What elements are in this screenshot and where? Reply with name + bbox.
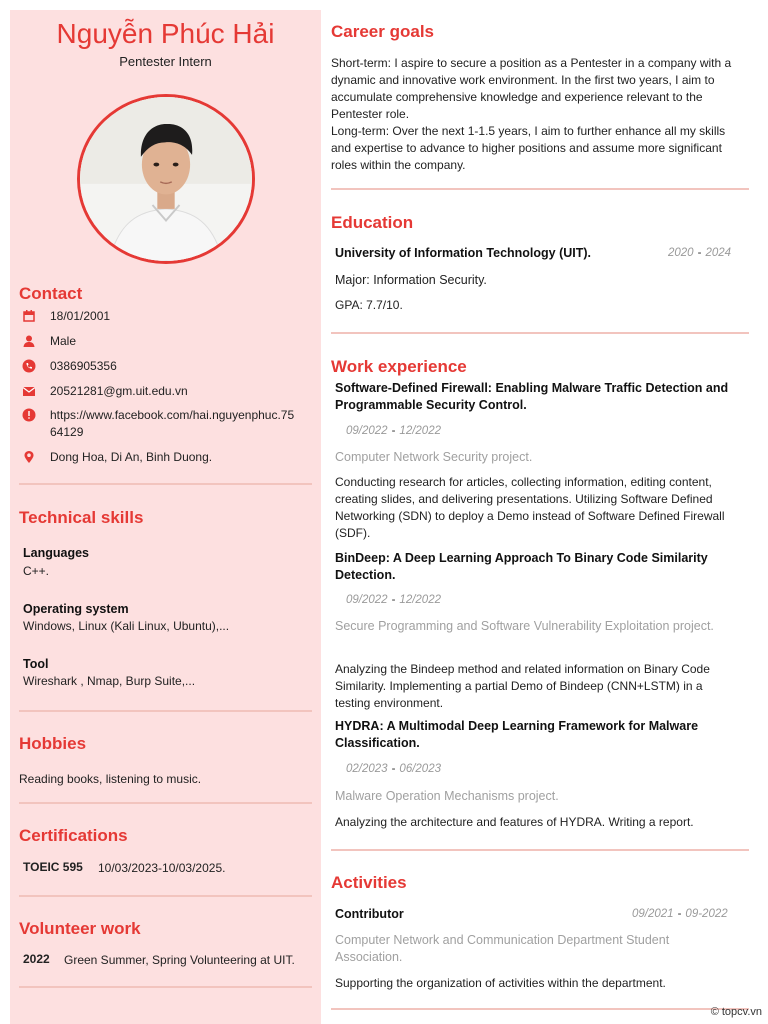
activity-dates: 09/2021 - 09-2022 — [632, 908, 728, 920]
sidebar — [10, 10, 321, 1024]
skill-group-name: Tool — [23, 657, 49, 671]
email-icon — [22, 384, 36, 398]
work-entry-project: Computer Network Security project. — [335, 450, 533, 464]
work-entry-title: BinDeep: A Deep Learning Approach To Binary Code Similarity Detection. — [335, 551, 708, 582]
work-entry-start: 02/2023 — [346, 763, 388, 775]
skill-group-value: C++. — [23, 564, 50, 578]
career-text: Short-term: I aspire to secure a position as a Pentester in a company with a dynamic and innovative work environment. In the first two years, I aim to accumulate comprehensive knowledge and experience relevant to the Pentester role. Long-term: Over the next 1-1.5 years, I aim to further enhance all my skills and expertise to advance to higher positions and assume more significant roles within the company. — [331, 56, 732, 172]
skill-group-name: Languages — [23, 546, 89, 560]
volunteer-year: 2022 — [23, 952, 50, 966]
work-entry-project: Secure Programming and Software Vulnerability Exploitation project. — [335, 619, 714, 633]
person-icon — [22, 334, 36, 348]
hobbies-title: Hobbies — [19, 734, 87, 753]
work-entry-description: Analyzing the Bindeep method and related information on Binary Code Similarity. Implementing a partial Demo of Bindeep (CNN+LSTM) in a testing environment. — [335, 662, 710, 710]
divider — [19, 986, 312, 988]
main-column — [331, 10, 749, 1010]
education-end: 2024 — [705, 247, 732, 259]
profile-photo-image — [80, 97, 252, 261]
career-title: Career goals — [331, 22, 434, 41]
contact-birthdate — [22, 308, 110, 325]
location-icon — [22, 450, 36, 464]
certifications-title: Certifications — [19, 826, 128, 845]
hobbies-text: Reading books, listening to music. — [19, 772, 202, 786]
contact-gender — [22, 333, 76, 350]
activity-role: Contributor — [335, 907, 404, 921]
contact-address-value: Dong Hoa, Di An, Binh Duong. — [50, 450, 213, 464]
volunteer-detail: Green Summer, Spring Volunteering at UIT. — [64, 953, 295, 967]
work-entry-start: 09/2022 — [346, 594, 388, 606]
education-dates: 2020 - 2024 — [668, 247, 732, 259]
work-entry-dates: 09/2022 - 12/2022 — [346, 594, 441, 606]
education-major: Major: Information Security. — [335, 273, 487, 287]
divider — [19, 802, 312, 804]
contact-title: Contact — [19, 284, 83, 303]
activity-organization: Computer Network and Communication Department Student Association. — [335, 933, 670, 964]
education-title: Education — [331, 213, 414, 232]
divider — [331, 849, 749, 851]
certification-detail: 10/03/2023-10/03/2025. — [98, 861, 226, 875]
work-entry-dates: 02/2023 - 06/2023 — [346, 763, 441, 775]
skill-group-name: Operating system — [23, 602, 129, 616]
phone-icon — [22, 359, 36, 373]
work-entry-end: 12/2022 — [399, 425, 441, 437]
contact-facebook — [22, 407, 320, 441]
work-entry-start: 09/2022 — [346, 425, 388, 437]
footer-watermark: © topcv.vn — [710, 1006, 762, 1018]
skill-group-value: Windows, Linux (Kali Linux, Ubuntu),... — [23, 619, 230, 633]
work-entry-end: 06/2023 — [399, 763, 441, 775]
work-entry-title: HYDRA: A Multimodal Deep Learning Framework for Malware Classification. — [335, 719, 699, 750]
contact-birthdate-value: 18/01/2001 — [50, 309, 111, 323]
work-entry-description: Conducting research for articles, collecting information, editing content, creating slides, and delivering presentations. Utilizing Software Defined Networking (SDN) to deploy a Demo instead of Software Defined Firewall (SDF). — [335, 475, 725, 540]
education-gpa: GPA: 7.7/10. — [335, 298, 403, 312]
activity-start: 09/2021 — [632, 908, 674, 920]
contact-phone-value: 0386905356 — [50, 359, 117, 373]
activity-end: 09-2022 — [685, 908, 728, 920]
divider — [331, 1008, 749, 1010]
skill-group-value: Wireshark , Nmap, Burp Suite,... — [23, 674, 196, 688]
candidate-role: Pentester Intern — [119, 54, 212, 69]
divider — [19, 710, 312, 712]
work-entry-project: Malware Operation Mechanisms project. — [335, 789, 559, 803]
facebook-icon — [22, 408, 36, 422]
divider — [19, 483, 312, 485]
work-title: Work experience — [331, 357, 467, 376]
activity-description: Supporting the organization of activities within the department. — [335, 976, 666, 990]
education-school: University of Information Technology (UIT). — [335, 246, 592, 260]
contact-address — [22, 449, 212, 466]
skills-title: Technical skills — [19, 508, 144, 527]
contact-email-value: 20521281@gm.uit.edu.vn — [50, 384, 188, 398]
contact-email — [22, 383, 188, 400]
volunteer-title: Volunteer work — [19, 919, 141, 938]
divider — [19, 895, 312, 897]
profile-photo — [77, 94, 255, 264]
contact-facebook-value: https://www.facebook.com/hai.nguyenphuc.75 64129 — [50, 408, 295, 439]
contact-phone — [22, 358, 117, 375]
contact-gender-value: Male — [50, 334, 77, 348]
work-entry-description: Analyzing the architecture and features of HYDRA. Writing a report. — [335, 815, 694, 829]
education-start: 2020 — [668, 247, 694, 259]
work-entry-end: 12/2022 — [399, 594, 441, 606]
divider — [331, 188, 749, 190]
activities-title: Activities — [331, 873, 407, 892]
work-entry-title: Software-Defined Firewall: Enabling Malware Traffic Detection and Programmable Security Control. — [335, 381, 729, 412]
certification-name: TOEIC 595 — [23, 860, 83, 874]
calendar-icon — [22, 309, 36, 323]
candidate-name: Nguyễn Phúc Hải — [56, 18, 275, 49]
work-entry-dates: 09/2022 - 12/2022 — [346, 425, 441, 437]
divider — [331, 332, 749, 334]
